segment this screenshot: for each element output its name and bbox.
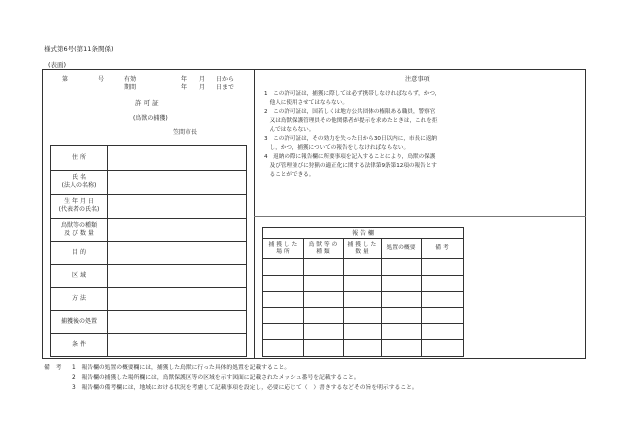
remark-line: 3 報告欄の備考欄には，地域における状況を考慮して記載事項を設定し，必要に応じて（ ）書きするなどその旨を明示すること。 xyxy=(72,385,418,391)
report-table xyxy=(262,227,464,357)
field-label: 住 所 xyxy=(72,154,86,161)
col-label: 捕 獲 し た xyxy=(347,241,377,248)
report-col-quantity xyxy=(343,239,381,258)
from-day: 日から xyxy=(216,76,235,83)
note-line: 及び管理並びに狩猟の適正化に関する法律第9条第12項の報告とす xyxy=(264,163,437,169)
report-col-disposal xyxy=(381,239,421,258)
field-address xyxy=(51,146,107,170)
permit-subtitle: (鳥獣の捕獲) xyxy=(133,115,168,122)
remark-line: 1 報告欄の処置の概要欄には，捕獲した鳥獣に行った具体的処置を記載すること。 xyxy=(72,365,291,371)
col-label: 捕 獲 し た xyxy=(268,241,298,248)
field-name xyxy=(51,170,107,194)
note-line: 1 この許可証は，捕獲に際しては必ず携帯しなければならず，かつ， xyxy=(264,91,441,97)
field-label: 生 年 月 日 xyxy=(64,198,94,205)
col-label: 備 考 xyxy=(435,245,449,251)
col-label: 鳥 獣 等 の xyxy=(308,241,338,248)
form-number: 様式第6号(第11条関係) xyxy=(44,45,114,53)
field-sublabel: (法人の名称) xyxy=(61,182,97,189)
remarks-label: 備 考 xyxy=(44,365,62,371)
field-label: 条 件 xyxy=(72,340,86,348)
field-label: 区 域 xyxy=(72,271,86,279)
to-month: 月 xyxy=(199,84,206,91)
col-label: 数 量 xyxy=(355,248,369,255)
note-line: 3 この許可証は，その効力を失った日から30日以内に，市長に返納 xyxy=(264,136,437,142)
remark-line: 2 報告欄の捕獲した場所欄には，鳥獣保護区等の区域を示す図面に記載されたメッシュ番号を記載すること。 xyxy=(72,375,360,381)
report-col-remarks xyxy=(421,239,463,258)
field-sublabel: 及 び 数 量 xyxy=(64,229,94,237)
to-day: 日まで xyxy=(216,84,235,91)
field-purpose xyxy=(51,241,107,264)
fields-table xyxy=(50,145,247,357)
issuer: 笠間市長 xyxy=(173,129,198,136)
report-col-location xyxy=(263,239,303,258)
field-birthdate xyxy=(51,194,107,218)
permit-number-label: 第 xyxy=(62,76,69,83)
validity-label: 有効 xyxy=(124,76,137,83)
report-col-species xyxy=(303,239,343,258)
permit-number-suffix: 号 xyxy=(98,76,105,83)
field-sublabel: (代表者の氏名) xyxy=(58,206,100,213)
col-label: 場 所 xyxy=(276,248,290,255)
notes-report-divider xyxy=(254,216,586,217)
field-label: 方 法 xyxy=(72,294,86,302)
field-label: 捕獲後の処置 xyxy=(60,317,97,325)
note-line: ることができる。 xyxy=(264,172,315,178)
note-line: 他人に使用させてはならない。 xyxy=(264,100,348,106)
report-title: 報 告 欄 xyxy=(352,229,374,237)
from-month: 月 xyxy=(199,76,206,83)
field-disposal xyxy=(51,310,107,333)
note-line: 又は鳥獣保護管理員その他関係者が提示を求めたときは，これを拒 xyxy=(264,118,438,124)
note-line: んではならない。 xyxy=(264,127,315,133)
col-label: 処置の概要 xyxy=(386,245,416,251)
note-line: 4 返納の際に報告欄に所要事項を記入することにより，鳥獣の保護 xyxy=(264,154,436,160)
from-year: 年 xyxy=(181,76,188,83)
field-method xyxy=(51,287,107,310)
field-area xyxy=(51,264,107,287)
permit-title: 許 可 証 xyxy=(135,99,159,107)
note-line: し，かつ，捕獲についての報告をしなければならない。 xyxy=(264,145,410,151)
field-conditions xyxy=(51,333,107,356)
field-label: 目 的 xyxy=(72,248,86,256)
note-line: 2 この許可証は，国若しくは地方公共団体の権限ある職員，警察官 xyxy=(264,109,436,115)
field-species xyxy=(51,218,107,241)
to-year: 年 xyxy=(181,84,188,91)
period-label: 期間 xyxy=(124,84,137,91)
field-label: 氏 名 xyxy=(72,174,86,181)
col-label: 種 類 xyxy=(316,248,330,255)
notes-title: 注意事項 xyxy=(405,76,430,83)
field-label: 鳥獣等の種類 xyxy=(60,221,97,229)
side-label: (表面) xyxy=(48,61,67,69)
center-divider xyxy=(254,69,255,359)
